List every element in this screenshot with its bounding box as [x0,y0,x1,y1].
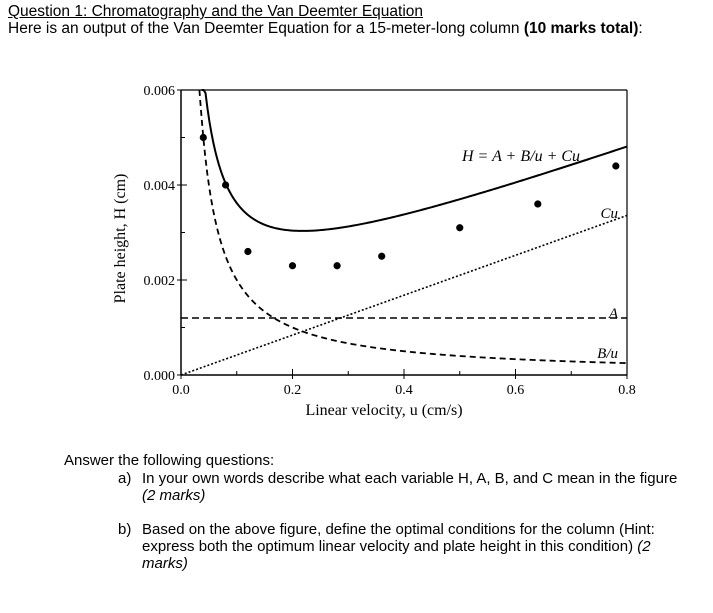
x-tick-label: 0.2 [283,383,302,398]
data-point [456,224,463,231]
y-axis-title: Plate height, H (cm) [112,173,129,304]
heading-colon: : [638,20,643,37]
x-tick-label: 0.4 [395,383,413,398]
data-point [612,162,619,169]
data-point [222,181,229,188]
y-tick-label: 0.002 [143,274,175,289]
y-tick-label: 0.004 [143,179,175,194]
van-deemter-chart [100,82,660,442]
question-b-text: Based on the above figure, define the optimal conditions for the column (Hint: express both the optimum linear velocity and plate height in this condition) [142,521,655,555]
data-point [334,262,341,269]
question-a-letter: a) [118,470,132,487]
data-point [244,248,251,255]
question-a [118,470,704,504]
label-a: A [608,306,618,322]
x-tick-label: 0.8 [618,383,636,398]
question-heading [8,3,698,37]
series-b-over-u-line [199,90,627,363]
questions-block [64,452,704,572]
label-cu: Cu [600,206,618,222]
equation-label: H = A + B/u + Cu [462,148,581,165]
question-a-text: In your own words describe what each variable H, A, B, and C mean in the figure [142,470,678,487]
chart-plot [112,84,636,419]
y-tick-label: 0.000 [143,369,175,384]
total-marks: (10 marks total) [523,20,639,37]
label-b-over-u: B/u [597,346,618,362]
x-tick-label: 0.0 [172,383,190,398]
x-tick-label: 0.6 [506,383,525,398]
x-axis-title: Linear velocity, u (cm/s) [305,402,463,419]
question-b-marks: (2 marks) [142,538,651,572]
question-a-marks: (2 marks) [142,487,206,504]
data-point [534,200,541,207]
data-point [200,134,207,141]
questions-intro: Answer the following questions: [64,452,275,469]
question-b [118,521,704,572]
question-title: Question 1: Chromatography and the Van Deemter Equation [8,3,424,20]
y-tick-label: 0.006 [143,84,175,99]
data-point [289,262,296,269]
question-intro: Here is an output of the Van Deemter Equation for a 15-meter-long column [8,20,520,37]
data-point [378,253,385,260]
question-b-letter: b) [118,521,132,538]
